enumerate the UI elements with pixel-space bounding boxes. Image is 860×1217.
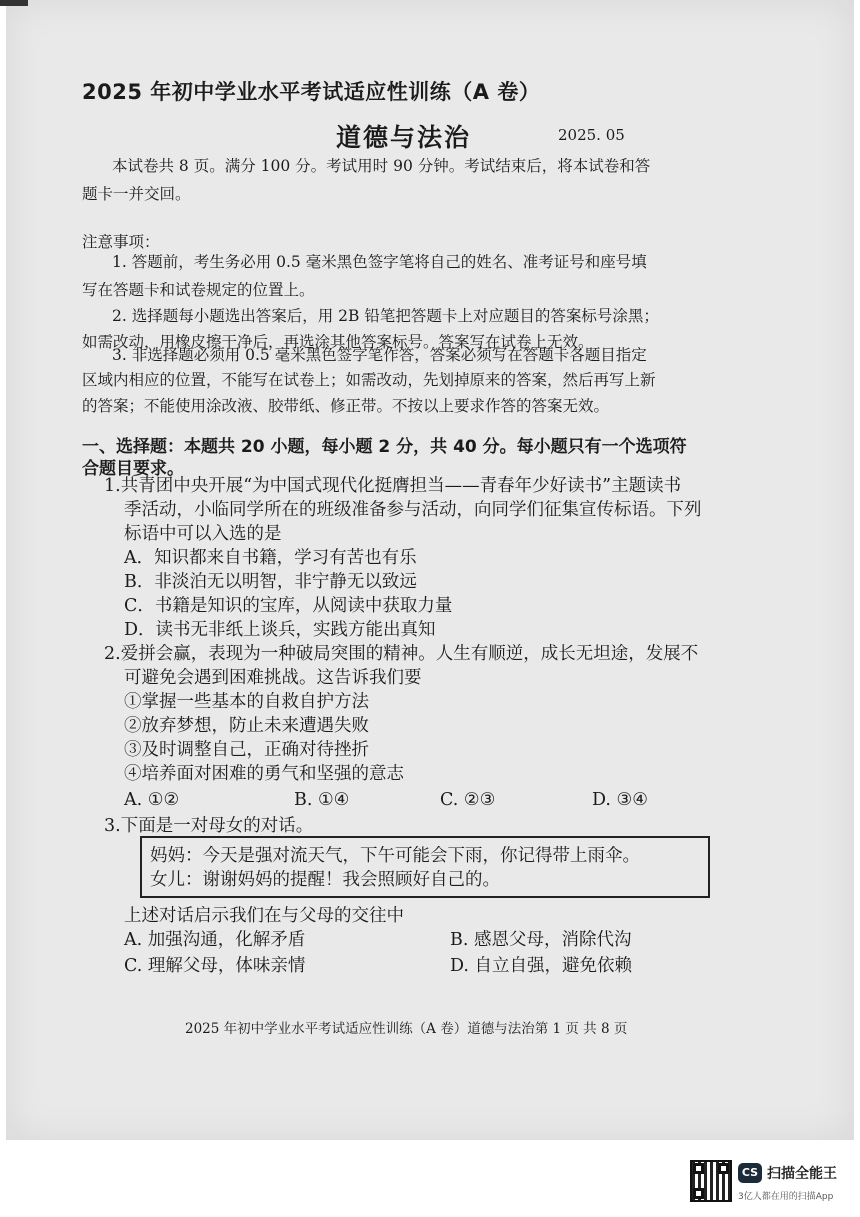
notice-line: 区域内相应的位置，不能写在试卷上；如需改动，先划掉原来的答案，然后再写上新 [82,371,656,389]
notice-line: 3. 非选择题必须用 0.5 毫米黑色签字笔作答，答案必须写在答题卡各题目指定 [112,346,647,364]
q1-stem-line: 标语中可以入选的是 [124,524,282,544]
q1-option-d: D．读书无非纸上谈兵，实践方能出真知 [124,620,436,640]
notice-line: 2. 选择题每小题选出答案后，用 2B 铅笔把答题卡上对应题目的答案标号涂黑； [112,307,659,325]
q3-stem: 3.下面是一对母女的对话。 [104,816,314,836]
q3-option-c: C. 理解父母，体味亲情 [124,956,306,976]
q2-option-a: A. ①② [124,790,180,810]
exam-title: 2025 年初中学业水平考试适应性训练（A 卷） [82,80,541,104]
subject-title: 道德与法治 [336,123,472,152]
q1-option-a: A．知识都来自书籍，学习有苦也有乐 [124,548,417,568]
section-heading-line-1: 一、选择题：本题共 20 小题，每小题 2 分，共 40 分。每小题只有一个选项符 [82,437,687,457]
page-corner-mark [0,0,28,6]
qr-code-icon [690,1160,732,1202]
intro-line-1: 本试卷共 8 页。满分 100 分。考试用时 90 分钟。考试结束后，将本试卷和答 [112,157,651,175]
q2-stem-line: 2.爱拼会赢，表现为一种破局突围的精神。人生有顺逆，成长无坦途，发展不 [104,644,699,664]
intro-line-2: 题卡一并交回。 [82,185,191,203]
q1-stem-line: 季活动，小临同学所在的班级准备参与活动，向同学们征集宣传标语。下列 [124,500,702,520]
q2-option-d: D. ③④ [592,790,648,810]
notice-heading: 注意事项： [82,233,160,251]
q1-option-b: B．非淡泊无以明智，非宁静无以致远 [124,572,417,592]
camscanner-tagline: 3亿人都在用的扫描App [738,1192,834,1202]
notice-line: 1. 答题前，考生务必用 0.5 毫米黑色签字笔将自己的姓名、准考证号和座号填 [112,253,647,271]
q2-statement: ④培养面对困难的勇气和坚强的意志 [124,764,404,784]
section-heading-line-2: 合题目要求。 [82,459,184,479]
notice-line: 如需改动，用橡皮擦干净后，再选涂其他答案标号。答案写在试卷上无效。 [82,333,594,351]
q3-option-a: A. 加强沟通，化解矛盾 [124,930,306,950]
q2-stem-line: 可避免会遇到困难挑战。这告诉我们要 [124,668,422,688]
q3-option-b: B. 感恩父母，消除代沟 [450,930,632,950]
notice-line: 写在答题卡和试卷规定的位置上。 [82,281,315,299]
q1-stem-line: 1.共青团中央开展“为中国式现代化挺膺担当——青春年少好读书”主题读书 [104,476,682,496]
q1-option-c: C．书籍是知识的宝库，从阅读中获取力量 [124,596,453,616]
notice-line: 的答案；不能使用涂改液、胶带纸、修正带。不按以上要求作答的答案无效。 [82,397,610,415]
camscanner-name: 扫描全能王 [767,1166,837,1182]
dialog-line-daughter: 女儿：谢谢妈妈的提醒！我会照顾好自己的。 [150,870,500,890]
q2-statement: ②放弃梦想，防止未来遭遇失败 [124,716,369,736]
q2-statement: ①掌握一些基本的自救自护方法 [124,692,369,712]
q2-option-b: B. ①④ [294,790,350,810]
q2-option-c: C. ②③ [440,790,496,810]
dialog-line-mother: 妈妈：今天是强对流天气，下午可能会下雨，你记得带上雨伞。 [150,846,640,866]
q3-option-d: D. 自立自强，避免依赖 [450,956,633,976]
camscanner-logo-icon: CS [738,1163,762,1183]
page-footer: 2025 年初中学业水平考试适应性训练（A 卷）道德与法治第 1 页 共 8 页 [185,1021,628,1037]
exam-date: 2025. 05 [558,126,625,144]
q2-statement: ③及时调整自己，正确对待挫折 [124,740,369,760]
q3-prompt: 上述对话启示我们在与父母的交往中 [124,906,404,926]
